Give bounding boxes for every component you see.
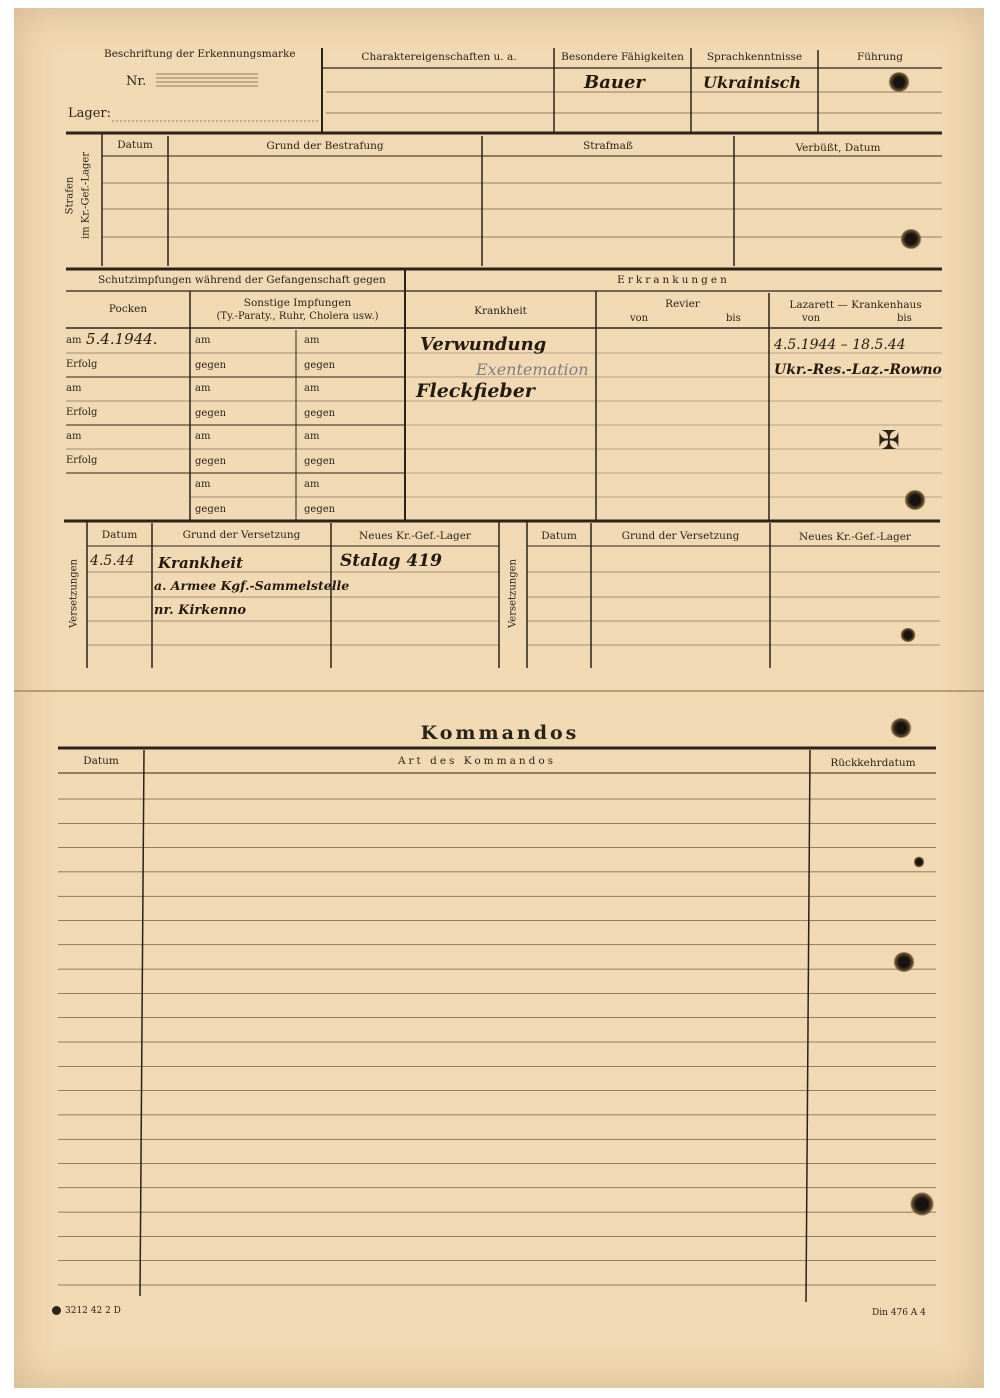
other-a-gegen-4: gegen — [195, 504, 227, 515]
illnesses-col-revier: Revier — [665, 298, 700, 310]
transfer-reason-3: nr. Kirkenno — [154, 603, 247, 618]
illnesses-col-disease: Krankheit — [474, 305, 527, 317]
other-b-gegen-1: gegen — [304, 360, 336, 371]
transfers-col-camp-left: Neues Kr.-Gef.-Lager — [359, 530, 471, 542]
punishments-col-served: Verbüßt, Datum — [795, 142, 881, 154]
cross-mark: ✠ — [878, 426, 900, 456]
other-a-am-3: am — [195, 431, 211, 442]
pox-am-3: am — [66, 431, 82, 442]
transfers-side-label-right: Versetzungen — [507, 559, 519, 628]
disease-1-note: Exentemation — [476, 360, 589, 379]
punch-hole-icon — [888, 72, 910, 92]
pox-am-1: am — [66, 335, 82, 346]
other-b-am-2: am — [304, 383, 320, 394]
transfers-col-reason-left: Grund der Versetzung — [182, 529, 301, 541]
revier-von: von — [630, 313, 649, 324]
abilities-value: Bauer — [584, 72, 645, 93]
norm-label: Din 476 A 4 — [872, 1308, 926, 1318]
punishments-col-date: Datum — [117, 139, 153, 151]
other-a-am-4: am — [195, 479, 211, 490]
other-b-gegen-2: gegen — [304, 408, 336, 419]
punch-hole-icon — [904, 490, 926, 510]
other-b-gegen-4: gegen — [304, 504, 336, 515]
kommandos-title: Kommandos — [420, 722, 580, 744]
col-abilities: Besondere Fähigkeiten — [561, 51, 684, 63]
transfers-side-label-left: Versetzungen — [68, 559, 80, 628]
punch-hole-icon — [900, 229, 922, 249]
kommandos-col-return: Rückkehrdatum — [830, 757, 916, 769]
transfers-col-date-left: Datum — [101, 529, 138, 541]
punishments-col-reason: Grund der Bestrafung — [266, 140, 384, 152]
print-code-text: 3212 42 2 D — [65, 1306, 121, 1316]
pox-date: 5.4.1944. — [86, 330, 158, 348]
vaccinations-col-pox: Pocken — [108, 303, 148, 315]
transfer-reason-2: a. Armee Kgf.-Sammelstelle — [154, 578, 350, 593]
hospital-dates: 4.5.1944 – 18.5.44 — [774, 337, 906, 353]
pox-erfolg-3: Erfolg — [66, 455, 98, 466]
pox-erfolg-1: Erfolg — [66, 359, 98, 370]
transfer-reason-1: Krankheit — [158, 554, 244, 572]
transfers-col-date-right: Datum — [541, 530, 577, 542]
punch-hole-icon — [893, 952, 915, 972]
other-b-am-3: am — [304, 431, 320, 442]
punch-hole-icon — [890, 718, 912, 738]
other-b-am-1: am — [304, 335, 320, 346]
other-a-gegen-2: gegen — [195, 408, 227, 419]
hospital-name: Ukr.-Res.-Laz.-Rowno — [774, 362, 942, 378]
transfers-col-camp-right: Neues Kr.-Gef.-Lager — [799, 531, 911, 543]
lager-label: Lager: — [68, 106, 111, 121]
punishments-side-label-2: im Kr.-Gef.-Lager — [80, 151, 92, 240]
kommandos-col-type: Art des Kommandos — [397, 755, 557, 767]
hospital-bis: bis — [897, 313, 912, 324]
print-mark-icon — [52, 1306, 61, 1315]
languages-value: Ukrainisch — [703, 73, 802, 92]
col-conduct: Führung — [856, 51, 904, 63]
revier-bis: bis — [726, 313, 741, 324]
punch-hole-icon — [910, 1192, 934, 1216]
other-a-gegen-3: gegen — [195, 456, 227, 467]
vaccinations-heading: Schutzimpfungen während der Gefangenschaft gegen — [98, 274, 386, 286]
disease-2: Fleckfieber — [416, 380, 535, 402]
vaccinations-col-other-1: Sonstige Impfungen — [243, 297, 352, 309]
punishments-side-label-1: Strafen — [64, 176, 76, 215]
col-character: Charaktereigenschaften u. a. — [361, 51, 517, 63]
other-a-am-1: am — [195, 335, 211, 346]
hospital-von: von — [802, 313, 821, 324]
punch-hole-icon — [914, 856, 924, 868]
col-languages: Sprachkenntnisse — [706, 51, 803, 63]
nr-label: Nr. — [126, 74, 147, 89]
other-b-gegen-3: gegen — [304, 456, 336, 467]
punch-hole-icon — [900, 628, 916, 642]
tag-label: Beschriftung der Erkennungsmarke — [104, 48, 296, 60]
print-code — [52, 1306, 121, 1316]
transfers-col-reason-right: Grund der Versetzung — [621, 530, 740, 542]
transfer-camp: Stalag 419 — [340, 551, 442, 571]
vaccinations-col-other-2: (Ty.-Paraty., Ruhr, Cholera usw.) — [216, 311, 379, 322]
transfer-date: 4.5.44 — [90, 553, 135, 569]
illnesses-col-hospital: Lazarett — Krankenhaus — [789, 299, 922, 311]
punishments-col-measure: Strafmaß — [583, 140, 633, 152]
kommandos-col-date: Datum — [83, 755, 119, 767]
pox-am-2: am — [66, 383, 82, 394]
disease-1: Verwundung — [420, 334, 547, 355]
other-a-am-2: am — [195, 383, 211, 394]
other-b-am-4: am — [304, 479, 320, 490]
illnesses-heading: Erkrankungen — [617, 274, 730, 286]
pox-erfolg-2: Erfolg — [66, 407, 98, 418]
other-a-gegen-1: gegen — [195, 360, 227, 371]
